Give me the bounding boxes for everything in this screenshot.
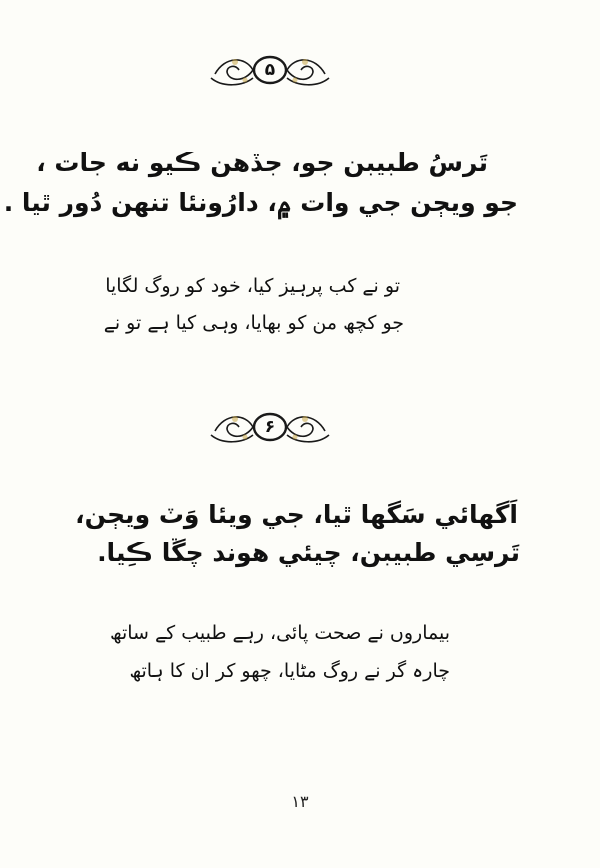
sindhi-verse-line: تَرسُ طبيبن جو، جڏهن ڪيو نه جات ، (36, 148, 488, 177)
urdu-translation-line: چارہ گر نے روگ مٹایا، چھو کر ان کا ہاتھ (129, 660, 450, 682)
page-number: ۱۳ (291, 792, 309, 811)
verse-number: ۵ (264, 60, 276, 80)
urdu-translation-line: بیماروں نے صحت پائی، رہے طبیب کے ساتھ (109, 622, 450, 644)
sindhi-verse-line: اَگهائي سَگها ٿيا، جي ويئا وَٽ ويڄن، (75, 500, 518, 529)
sindhi-verse-line: جو ويڄن جي وات ۾، دارُونئا تنهن دُور ٿيا . (3, 188, 518, 217)
urdu-translation-line: جو کچھ من کو بھایا، وہی کیا ہے تو نے (103, 312, 404, 334)
sindhi-verse-line: تَرسِي طبيبن، چيئي هوند چڱا ڪِيا. (97, 538, 520, 567)
verse-number-ornament (205, 48, 335, 92)
verse-number-ornament (205, 405, 335, 449)
urdu-translation-line: تو نے کب پرہیز کیا، خود کو روگ لگایا (105, 275, 400, 297)
verse-number: ۶ (264, 417, 276, 437)
